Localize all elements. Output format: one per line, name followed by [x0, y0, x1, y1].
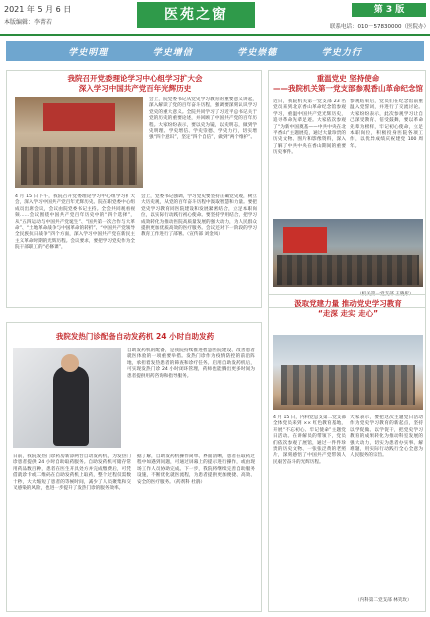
article-text-col2: 会上，院党委书记从党史学习教育的重要意义讲起，深入解读了党的百年奋斗历程，强调要深刻认识学习党史的重大意义。全院共同学习了习近平总书记关于党的历史的重要论述，并回顾了中国共产党的百年历程。大家纷纷表示，要以史为镜，以史明志，做到学史明理、学史增信、学史崇德、学史力行，切实增强“四个意识”，坚定“四个自信”，做到“两个维护”。 — [149, 97, 257, 141]
article-author: （内科第二党支部 林笑玫） — [355, 598, 412, 603]
contact-phone: 联系电话：010－57830000（医院办） — [330, 24, 429, 30]
slogan-3: 学史崇德 — [237, 47, 278, 58]
photo-head — [61, 354, 79, 372]
machine-photo — [13, 348, 121, 448]
article-title: 汲取党建力量 推动党史学习教育 “走深 走实 走心” — [294, 299, 402, 318]
article-dispensing-machine — [6, 322, 262, 612]
masthead-title: 医苑之窗 — [137, 2, 255, 28]
meeting-photo — [15, 97, 143, 188]
page-number: 第 3 版 — [352, 3, 426, 17]
issue-date: 2021 年 5 月 6 日 — [4, 5, 72, 14]
article-party-building — [268, 294, 426, 612]
article-text-col1: 近日，我院机关第一党支部 23 名党员来到北京香山革命纪念馆参观学习，重温中国共产党光辉历史，追寻革命先辈足迹。大家依次参观了“为新中国奠基——中共中央在北平香山”主题展览，通过大量珍贵的历史文物、图片和影像资料，深入了解了中共中央在香山期间的重要历史事件。 — [273, 99, 346, 156]
photo-flag — [283, 227, 327, 253]
photo-group — [281, 365, 415, 405]
photo-screen — [43, 103, 115, 131]
article-study-meeting — [6, 70, 262, 308]
page-header — [0, 0, 430, 36]
slogan-1: 学史明理 — [68, 47, 109, 58]
article-text-col2: 参观结束后，党员们在纪念馆前重温入党誓词，并进行了交流讨论。大家纷纷表示，此次参观学习让自己深受教育、倍受鼓舞，要以革命先辈为榜样，牢记初心使命，立足本职岗位，积极投身医院各项工作，以优异成绩庆祝建党 100 周年。 — [350, 99, 423, 149]
article-title: 我院发热门诊配备自动发药机 24 小时自助发药 — [55, 332, 215, 341]
photo-person — [53, 366, 89, 446]
photo-group — [277, 255, 419, 285]
page-editor: 本版编辑：李菁若 — [4, 19, 53, 26]
party-day-photo — [273, 335, 423, 410]
article-text-col2: 大家表示，要把这次主题党日活动作为党史学习教育的新起点，坚持以学促做、以学促干，把党史学习教育的成果转化为推动科室发展的强大动力，切实为患者办实事、解难题，用实际行动践行全心全意为人民服务的宗旨。 — [350, 415, 423, 459]
slogan-4: 学史力行 — [321, 47, 362, 58]
article-text-col1: 4 月 15 日下午，我院召开党委理论学习中心组学习扩大会，深入学习中国共产党百年光辉历史。院在职党委中心组成员出席会议，会议由院党委书记主持。全会共同观看视频……会议围绕中国共产党百年历史中的“四个选择”，从“五四运动与中国共产党诞生”、“国共第一次合作与大革命”、“土地革命战争与中国革命的转折”、“中国共产党领导全民族抗日战争”四个方面，深入学习中国共产党在新民主主义革命时期的光辉历程。会议要求，要把学习党史作为全院干部职工的“必修课”， — [15, 194, 135, 251]
article-text-col1: 日前，我院发热门诊药房新添两台自动发药机，为发热门诊患者提供 24 小时自助取药服务。自助发药机可储存常用药品数百种，患者在医生开具处方并完成缴费后，可凭借就诊卡或二维码在自助发药机上取药，整个过程仅需数十秒，大大缩短了患者的等候时间，减少了人员聚集和交叉感染的风险，也进一步提升了发热门诊的服务效率。 — [13, 454, 131, 492]
article-title: 我院召开党委理论学习中心组学习扩大会 深入学习中国共产党百年光辉历史 — [67, 74, 203, 93]
slogan-2: 学史增信 — [152, 47, 193, 58]
article-text-col3: 据了解，自助发药机操作简单、界面清晰，患者在取药过程中如遇到问题，可通过屏幕上的提示进行操作，或由现场工作人员协助完成。下一步，我院将继续完善自助服务设施，不断优化就医流程，为患者提供更加便捷、高效、安全的医疗服务。（药剂科 杜鹃） — [137, 454, 255, 485]
article-text-col1: 4 月 15 日，内科党总支第二党支部全体党员来到 ×× 红色教育基地，开展“不忘初心、牢记使命”主题党日活动。在讲解员的带领下，党员们依次参观了展馆，通过一件件珍贵的历史文物、一张张泛黄的老照片，深刻感悟了中国共产党带领人民艰苦奋斗的光辉历程。 — [273, 415, 346, 465]
slogan-banner — [6, 41, 424, 61]
article-text-col3: 会上，党委书记强调，学习党史要坚持正确党史观，树立大历史观，从党的百年奋斗历程中汲取智慧和力量。要把党史学习教育同医院建设和发展紧密结合，立足本职岗位，以实际行动践行初心使命。要坚持学用结合，把学习成效转化为推动医院高质量发展的强大动力，为人民群众提供更加优质高效的医疗服务。会议还对下一阶段的学习教育工作进行了部署。（宣传部 刘金凤） — [141, 194, 257, 238]
xiangshan-photo — [273, 219, 423, 287]
photo-audience — [21, 147, 137, 185]
article-xiangshan-visit — [268, 70, 426, 308]
article-caption: （机关第一党支部 王晓彤） — [357, 292, 414, 297]
article-text-col2: 自助发药机的配备，是我院持续推进智慧医院建设、改善患者就医体验的一项重要举措。发热门诊作为疫情防控的前沿阵地，承担着发热患者的筛查和诊疗任务。启用自助发药机后，可实现发热门诊 24 小时闭环管理，药师也能腾出更多时间为患者提供用药咨询和指导服务。 — [127, 348, 255, 379]
article-title: 重温党史 坚持使命 ——我院机关第一党支部参观香山革命纪念馆 — [273, 74, 423, 93]
